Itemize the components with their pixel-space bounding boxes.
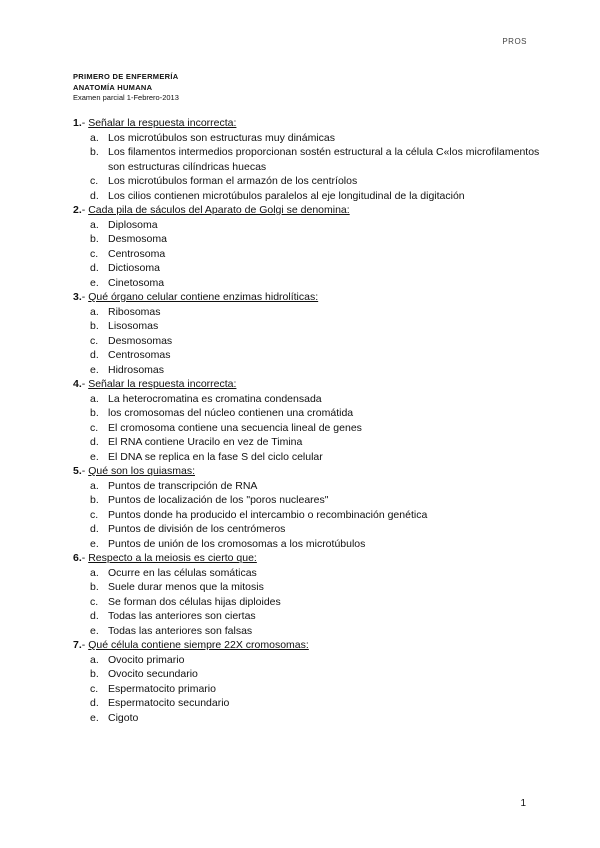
option-text: Puntos donde ha producido el intercambio o recombinación genética [108,508,428,521]
question-3 [73,290,543,377]
option-letter: a. [90,218,99,231]
option-letter: b. [90,407,99,419]
option-item [73,421,543,436]
option-text: Lisosomas [108,320,159,332]
question-number: 6. [73,552,82,564]
option-text: Todas las anteriores son ciertas [108,610,256,622]
option-item [73,131,543,146]
question-separator: - [81,378,89,390]
option-item [73,305,543,320]
option-item [73,711,543,726]
question-text: Respecto a la meiosis es cierto que: [88,552,257,564]
option-letter: c. [90,334,99,347]
option-letter: b. [90,320,99,332]
option-letter: d. [90,610,99,622]
option-text: Desmosomas [108,334,173,347]
option-item [73,247,543,262]
option-text: El cromosoma contiene una secuencia lineal de genes [108,421,362,434]
exam-line: Examen parcial 1-Febrero-2013 [73,93,179,102]
option-text: Los cilios contienen microtúbulos paralelos al eje longitudinal de la digitación [108,189,465,202]
question-number: 5. [73,465,82,477]
option-letter: a. [90,305,99,318]
option-letter: c. [90,175,99,187]
option-list [73,479,543,552]
option-item [73,145,543,174]
option-text: Se forman dos células hijas diploides [108,595,281,608]
option-letter: e. [90,624,99,637]
option-letter: d. [90,523,99,535]
option-letter: d. [90,349,99,361]
question-6 [73,551,543,638]
option-item [73,609,543,624]
option-letter: c. [90,508,99,521]
option-item [73,624,543,639]
option-text: Espermatocito primario [108,682,216,695]
option-text: Los filamentos intermedios proporcionan sostén estructural a la célula C«los microfilamentos son estructuras cilíndricas huecas [108,146,540,173]
option-letter: d. [90,262,99,274]
option-letter: b. [90,494,99,506]
option-item [73,218,543,233]
option-item [73,522,543,537]
option-list [73,218,543,291]
question-separator: - [81,465,89,477]
option-letter: a. [90,479,99,492]
question-text: Qué son los quiasmas: [88,465,195,477]
option-item [73,696,543,711]
option-item [73,580,543,595]
option-letter: e. [90,363,99,376]
option-item [73,653,543,668]
option-text: Los microtúbulos son estructuras muy dinámicas [108,131,336,144]
question-title [73,638,543,653]
question-number: 3. [73,291,82,303]
question-title [73,464,543,479]
option-text: La heterocromatina es cromatina condensada [108,392,322,405]
question-title [73,551,543,566]
question-7 [73,638,543,725]
option-text: Centrosoma [108,247,166,260]
question-title [73,377,543,392]
option-letter: b. [90,581,99,593]
option-text: Ovocito secundario [108,668,198,680]
option-item [73,363,543,378]
option-list [73,305,543,378]
question-separator: - [81,552,89,564]
option-item [73,189,543,204]
option-text: Ribosomas [108,305,161,318]
option-text: Dictiosoma [108,262,160,274]
option-item [73,174,543,189]
question-separator: - [81,291,89,303]
option-list [73,653,543,726]
header-tag: PROS [502,37,527,46]
option-text: Los microtúbulos forman el armazón de los centríolos [108,175,358,187]
question-1 [73,116,543,203]
option-list [73,566,543,639]
question-text: Señalar la respuesta incorrecta: [88,378,237,390]
question-separator: - [81,117,89,129]
option-item [73,508,543,523]
option-letter: d. [90,697,99,709]
option-text: Suele durar menos que la mitosis [108,581,264,593]
option-list [73,131,543,204]
option-item [73,319,543,334]
option-letter: d. [90,189,99,202]
question-text: Señalar la respuesta incorrecta: [88,117,237,129]
option-item [73,261,543,276]
option-letter: a. [90,131,99,144]
option-text: Diplosoma [108,218,158,231]
question-number: 2. [73,204,82,216]
question-5 [73,464,543,551]
course-line-1: PRIMERO DE ENFERMERÍA [73,72,179,81]
option-list [73,392,543,465]
option-letter: c. [90,247,99,260]
option-item [73,493,543,508]
option-text: Ocurre en las células somáticas [108,566,257,579]
option-text: El RNA contiene Uracilo en vez de Timina [108,436,303,448]
option-letter: a. [90,392,99,405]
question-title [73,203,543,218]
question-text: Cada pila de sáculos del Aparato de Golgi se denomina: [88,204,350,216]
option-item [73,479,543,494]
course-line-2: ANATOMÍA HUMANA [73,82,153,92]
question-separator: - [81,639,89,651]
option-text: Puntos de unión de los cromosomas a los microtúbulos [108,537,366,550]
option-item [73,667,543,682]
option-item [73,232,543,247]
option-text: Cinetosoma [108,276,165,289]
option-text: Centrosomas [108,349,171,361]
page-number: 1 [520,798,526,809]
option-item [73,595,543,610]
option-item [73,334,543,349]
option-item [73,537,543,552]
option-text: Hidrosomas [108,363,165,376]
question-title [73,290,543,305]
question-text: Qué célula contiene siempre 22X cromosomas: [88,639,309,651]
option-item [73,450,543,465]
option-text: Desmosoma [108,233,167,245]
option-item [73,392,543,407]
option-text: Ovocito primario [108,653,185,666]
option-text: Cigoto [108,711,139,724]
option-letter: a. [90,566,99,579]
question-4 [73,377,543,464]
question-separator: - [81,204,89,216]
option-letter: e. [90,276,99,289]
option-item [73,348,543,363]
option-letter: d. [90,436,99,448]
question-text: Qué órgano celular contiene enzimas hidrolíticas: [88,291,319,303]
option-letter: b. [90,668,99,680]
option-letter: a. [90,653,99,666]
option-item [73,276,543,291]
question-number: 4. [73,378,82,390]
option-letter: b. [90,233,99,245]
option-item [73,435,543,450]
option-letter: c. [90,682,99,695]
option-letter: c. [90,421,99,434]
question-list [73,116,543,725]
option-text: El DNA se replica en la fase S del ciclo celular [108,450,323,463]
option-letter: e. [90,450,99,463]
option-item [73,566,543,581]
question-number: 1. [73,117,82,129]
option-text: Puntos de división de los centrómeros [108,523,286,535]
question-2 [73,203,543,290]
option-text: Puntos de transcripción de RNA [108,479,258,492]
option-letter: e. [90,711,99,724]
question-title [73,116,543,131]
option-letter: e. [90,537,99,550]
option-text: Espermatocito secundario [108,697,230,709]
option-text: Todas las anteriores son falsas [108,624,253,637]
option-letter: b. [90,146,99,158]
option-item [73,406,543,421]
option-text: los cromosomas del núcleo contienen una cromátida [108,407,354,419]
option-item [73,682,543,697]
question-number: 7. [73,639,82,651]
option-letter: c. [90,595,99,608]
course-info [73,72,179,104]
option-text: Puntos de localización de los "poros nucleares" [108,494,329,506]
